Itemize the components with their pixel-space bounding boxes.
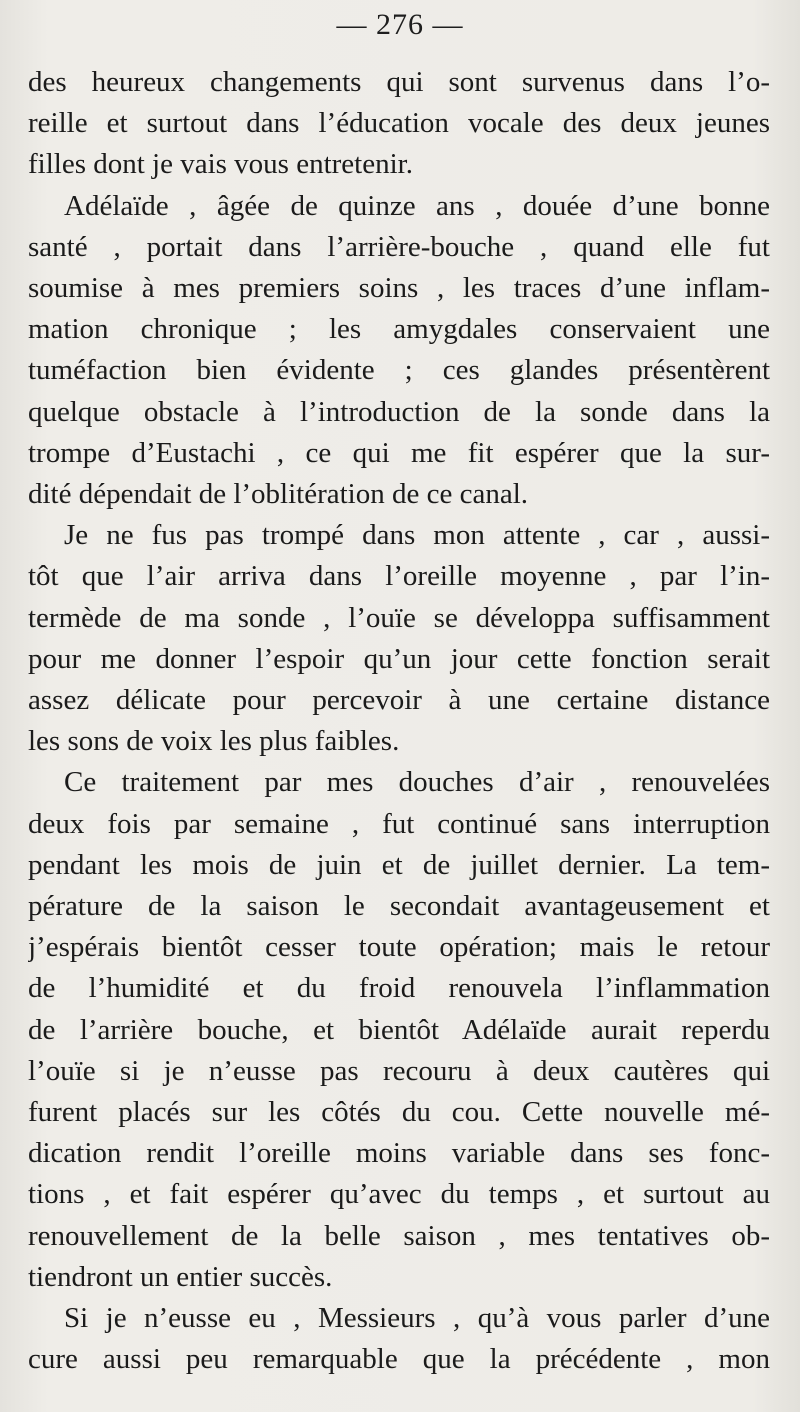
paragraph	[28, 762, 770, 1298]
text-line: de l’arrière bouche, et bientôt Adélaïde aurait reperdu	[28, 1013, 770, 1046]
text-line: dité dépendait de l’oblitération de ce canal.	[28, 478, 529, 511]
text-line: furent placés sur les côtés du cou. Cette nouvelle mé-	[28, 1096, 770, 1129]
text-line: trompe d’Eustachi , ce qui me fit espérer que la sur-	[28, 436, 770, 469]
text-line: Adélaïde , âgée de quinze ans , douée d’une bonne	[64, 189, 770, 222]
body-text	[28, 62, 770, 1381]
paragraph	[28, 515, 770, 762]
text-line: quelque obstacle à l’introduction de la sonde dans la	[28, 395, 770, 428]
text-line: les sons de voix les plus faibles.	[28, 725, 400, 758]
text-line: Ce traitement par mes douches d’air , renouvelées	[64, 766, 770, 799]
text-line: dication rendit l’oreille moins variable dans ses fonc-	[28, 1137, 770, 1170]
text-line: tôt que l’air arriva dans l’oreille moyenne , par l’in-	[28, 560, 770, 593]
text-line: tions , et fait espérer qu’avec du temps , et surtout au	[28, 1178, 770, 1211]
text-line: deux fois par semaine , fut continué sans interruption	[28, 807, 770, 840]
text-line: l’ouïe si je n’eusse pas recouru à deux cautères qui	[28, 1054, 770, 1087]
text-line: tuméfaction bien évidente ; ces glandes présentèrent	[28, 354, 770, 387]
text-line: assez délicate pour percevoir à une certaine distance	[28, 684, 770, 717]
page-number: — 276 —	[336, 8, 464, 41]
text-line: soumise à mes premiers soins , les traces d’une inflam-	[28, 272, 770, 305]
text-line: pendant les mois de juin et de juillet dernier. La tem-	[28, 848, 770, 881]
text-line: filles dont je vais vous entretenir.	[28, 148, 413, 181]
text-line: Si je n’eusse eu , Messieurs , qu’à vous parler d’une	[64, 1302, 770, 1335]
paragraph	[28, 1298, 770, 1380]
text-line: pour me donner l’espoir qu’un jour cette fonction serait	[28, 642, 770, 675]
text-line: de l’humidité et du froid renouvela l’inflammation	[28, 972, 770, 1005]
paragraph	[28, 62, 770, 186]
text-line: santé , portait dans l’arrière-bouche , quand elle fut	[28, 230, 770, 263]
text-line: Je ne fus pas trompé dans mon attente , car , aussi-	[64, 519, 770, 552]
text-line: reille et surtout dans l’éducation vocale des deux jeunes	[28, 107, 770, 140]
text-line: cure aussi peu remarquable que la précédente , mon	[28, 1343, 770, 1376]
text-line: termède de ma sonde , l’ouïe se développa suffisamment	[28, 601, 770, 634]
paragraph	[28, 186, 770, 516]
text-line: des heureux changements qui sont survenus dans l’o-	[28, 66, 770, 98]
text-line: renouvellement de la belle saison , mes tentatives ob-	[28, 1219, 770, 1252]
text-line: tiendront un entier succès.	[28, 1260, 333, 1293]
text-line: pérature de la saison le secondait avantageusement et	[28, 890, 770, 923]
text-line: j’espérais bientôt cesser toute opération; mais le retour	[28, 931, 770, 964]
text-line: mation chronique ; les amygdales conservaient une	[28, 313, 770, 346]
